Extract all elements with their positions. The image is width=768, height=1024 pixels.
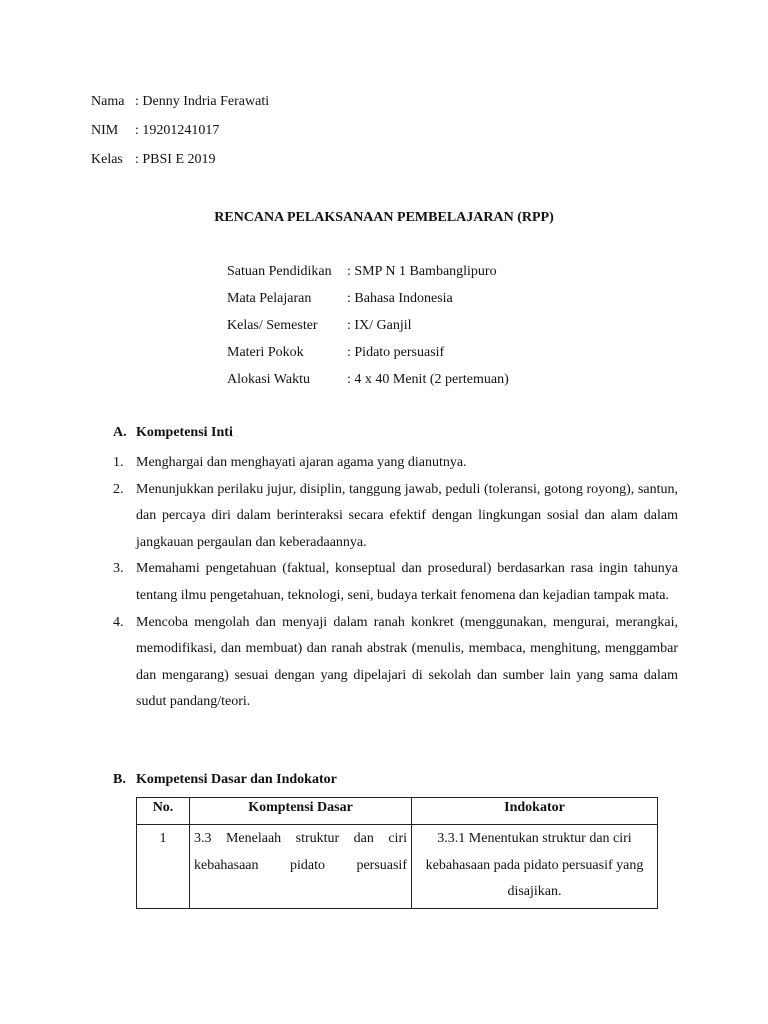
info-label: Satuan Pendidikan <box>227 264 332 279</box>
info-value: : IX/ Ganjil <box>347 318 412 333</box>
identity-value: : PBSI E 2019 <box>135 152 216 167</box>
info-row-topic <box>227 343 509 370</box>
info-row-school <box>227 262 509 289</box>
info-value: : Bahasa Indonesia <box>347 291 453 306</box>
list-text: Menunjukkan perilaku jujur, disiplin, tanggung jawab, peduli (toleransi, gotong royong), santun, dan percaya diri dalam berinteraksi secara efektif dengan lingkungan sosial dan alam dalam jangkauan pergaulan dan keberadaannya. <box>136 481 678 550</box>
cell-indicator: 3.3.1 Menentukan struktur dan ciri kebahasaan pada pidato persuasif yang disajikan. <box>412 825 658 909</box>
list-item <box>113 610 678 716</box>
list-text: Memahami pengetahuan (faktual, konseptual dan prosedural) berdasarkan rasa ingin tahunya tentang ilmu pengetahuan, teknologi, seni, budaya terkait fenomena dan kejadian tampak mata. <box>136 561 678 603</box>
info-value: : 4 x 40 Menit (2 pertemuan) <box>347 372 509 387</box>
column-header-indicator: Indokator <box>412 798 658 825</box>
identity-label: Kelas <box>91 152 123 167</box>
column-header-no: No. <box>137 798 190 825</box>
info-row-class-semester <box>227 316 509 343</box>
identity-row-class <box>91 150 269 179</box>
student-identity <box>91 92 269 179</box>
list-number: 1. <box>113 455 124 470</box>
identity-label: Nama <box>91 94 125 109</box>
list-item <box>113 556 678 609</box>
identity-value: : 19201241017 <box>135 123 220 138</box>
section-letter: A. <box>113 425 127 440</box>
list-number: 3. <box>113 561 124 577</box>
list-number: 4. <box>113 614 124 630</box>
section-b-heading <box>113 770 337 790</box>
identity-value: : Denny Indria Ferawati <box>135 94 270 109</box>
lesson-info <box>227 262 509 397</box>
identity-row-name <box>91 92 269 121</box>
info-label: Alokasi Waktu <box>227 372 310 387</box>
section-title: Kompetensi Inti <box>136 425 233 440</box>
list-item <box>113 477 678 557</box>
info-label: Kelas/ Semester <box>227 318 318 333</box>
cell-kd: 3.3 Menelaah struktur dan ciri kebahasaan pidato persuasif <box>190 825 412 909</box>
list-number: 2. <box>113 481 124 497</box>
competency-table <box>136 797 658 909</box>
document-title: RENCANA PELAKSANAAN PEMBELAJARAN (RPP) <box>214 210 554 225</box>
identity-row-nim <box>91 121 269 150</box>
identity-label: NIM <box>91 123 119 138</box>
info-label: Mata Pelajaran <box>227 291 312 306</box>
section-title: Kompetensi Dasar dan Indokator <box>136 772 337 787</box>
section-letter: B. <box>113 772 126 787</box>
cell-no: 1 <box>137 825 190 909</box>
column-header-kd: Komptensi Dasar <box>190 798 412 825</box>
info-value: : SMP N 1 Bambanglipuro <box>347 264 497 279</box>
info-row-subject <box>227 289 509 316</box>
list-item <box>113 450 678 477</box>
table-header-row <box>137 798 658 825</box>
info-value: : Pidato persuasif <box>347 345 445 360</box>
table-row <box>137 825 658 909</box>
kompetensi-inti-list <box>113 450 678 716</box>
list-text: Menghargai dan menghayati ajaran agama yang dianutnya. <box>136 455 467 470</box>
section-a-heading <box>113 423 233 443</box>
info-row-time <box>227 370 509 397</box>
list-text: Mencoba mengolah dan menyaji dalam ranah konkret (menggunakan, mengurai, merangkai, memodifikasi, dan membuat) dan ranah abstrak (menulis, membaca, menghitung, menggambar dan mengarang) sesuai dengan yang dipelajari di sekolah dan sumber lain yang sama dalam sudut pandang/teori. <box>136 614 678 710</box>
info-label: Materi Pokok <box>227 345 304 360</box>
